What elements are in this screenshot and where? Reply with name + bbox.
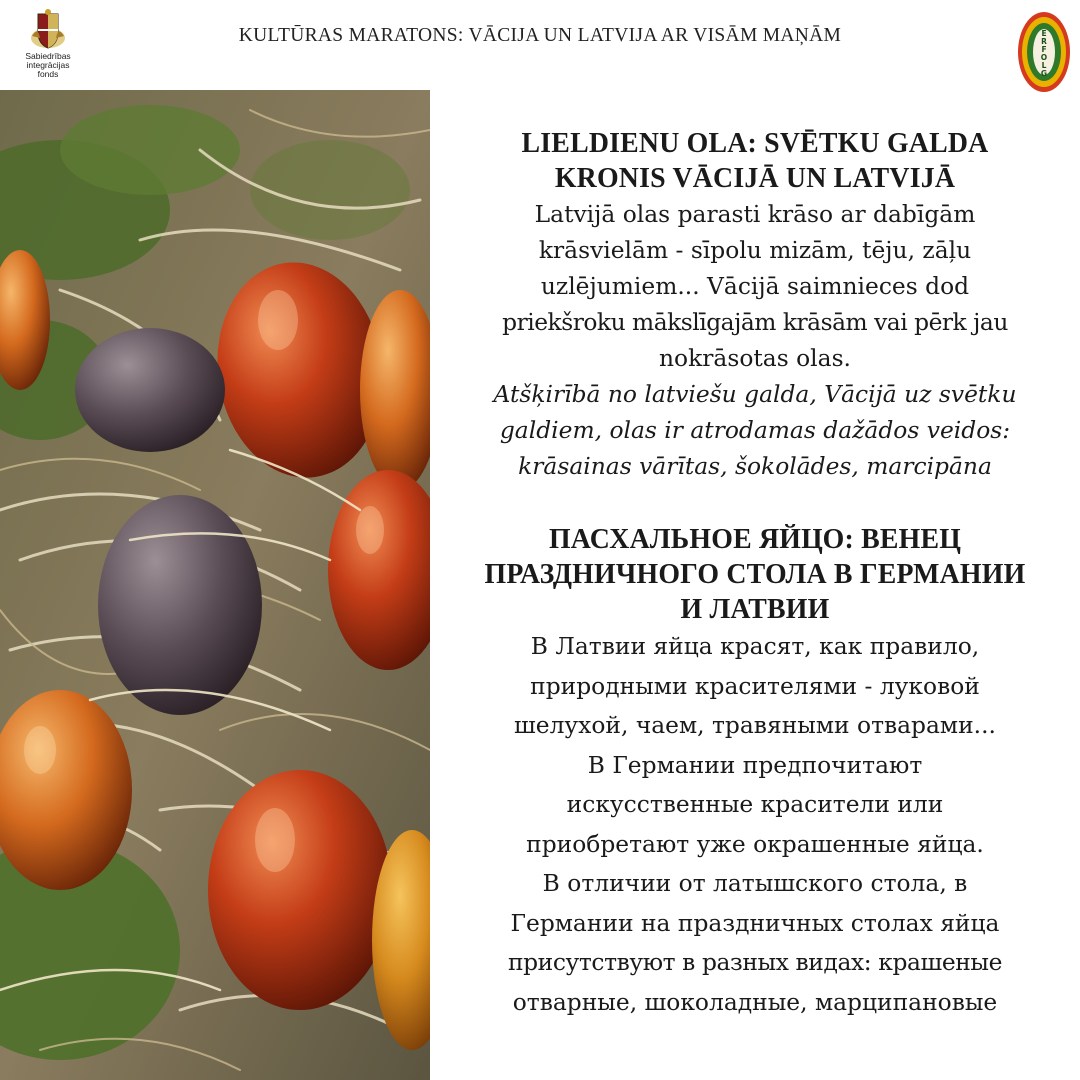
russian-paragraph	[430, 627, 1080, 1022]
russian-body-line: природными красителями - луковой	[530, 671, 980, 700]
russian-heading	[430, 522, 1080, 627]
latvian-italic-line: Atšķirībā no latviešu galda, Vācijā uz svētku	[493, 380, 1017, 408]
header	[0, 0, 1080, 90]
section-spacer	[430, 484, 1080, 522]
latvian-body-line: uzlējumiem... Vācijā saimnieces dod	[540, 272, 970, 300]
easter-eggs-in-straw-photo	[0, 90, 430, 1080]
russian-body-line: искусственные красители или	[566, 790, 944, 818]
latvian-body-line: priekšroku mākslīgajām krāsām vai pērk jau	[502, 308, 1008, 336]
russian-body-line: В Латвии яйца красят, как правило,	[530, 632, 980, 660]
latvian-italic-line: galdiem, olas ir atrodamas dažādos veidos:	[499, 416, 1011, 444]
logo-caption-line-1: Sabiedrības integrācijas	[25, 51, 71, 70]
badge-letter-o: O	[1040, 53, 1048, 62]
latvian-body-line: krāsvielām - sīpolu mizām, tēju, zāļu	[538, 236, 972, 264]
russian-body-line: шелухой, чаем, травяными отварами...	[514, 711, 996, 739]
russian-heading-line-3: И ЛАТВИИ	[680, 594, 830, 625]
badge-letter-g: G	[1040, 69, 1048, 78]
latvian-paragraph	[430, 196, 1080, 376]
badge-letter-r: R	[1041, 37, 1047, 46]
latvian-body-line: Latvijā olas parasti krāso ar dabīgām	[534, 200, 976, 228]
logo-caption-line-2: fonds	[37, 69, 59, 79]
russian-body-line: отварные, шоколадные, марципановые	[512, 987, 998, 1016]
russian-body-line: В отличии от латышского стола, в	[542, 869, 968, 897]
russian-body-line: присутствуют в разных видах: крашеные	[507, 948, 1003, 976]
russian-body-line: В Германии предпочитают	[587, 750, 923, 779]
russian-body-line: приобретают уже окрашенные яйца.	[526, 829, 984, 858]
russian-heading-line-1: ПАСХАЛЬНОЕ ЯЙЦО: ВЕНЕЦ	[548, 524, 962, 555]
latvian-italic-paragraph	[430, 376, 1080, 484]
latvian-body-line: nokrāsotas olas.	[659, 344, 851, 372]
badge-letter-l: L	[1041, 61, 1047, 70]
coat-of-arms-icon	[28, 8, 68, 52]
erfolg-logo	[1016, 10, 1072, 94]
russian-heading-line-2: ПРАЗДНИЧНОГО СТОЛА В ГЕРМАНИИ	[484, 559, 1026, 590]
latvian-heading	[430, 126, 1080, 196]
badge-letter-f: F	[1041, 45, 1047, 54]
easter-eggs-photo	[0, 90, 430, 1080]
page-title: KULTŪRAS MARATONS: VĀCIJA UN LATVIJA AR VISĀM MAŅĀM	[238, 25, 842, 46]
latvian-heading-line-2: KRONIS VĀCIJĀ UN LATVIJĀ	[554, 163, 956, 194]
russian-body-line: Германии на праздничных столах яйца	[510, 908, 1000, 937]
latvian-italic-line: krāsainas vārītas, šokolādes, marcipāna	[518, 452, 992, 480]
badge-letter-e: E	[1041, 29, 1047, 38]
article-text	[430, 126, 1080, 1066]
latvian-heading-line-1: LIELDIENU OLA: SVĒTKU GALDA	[521, 128, 989, 159]
erfolg-badge-icon	[1016, 10, 1072, 94]
sif-logo	[8, 8, 88, 90]
